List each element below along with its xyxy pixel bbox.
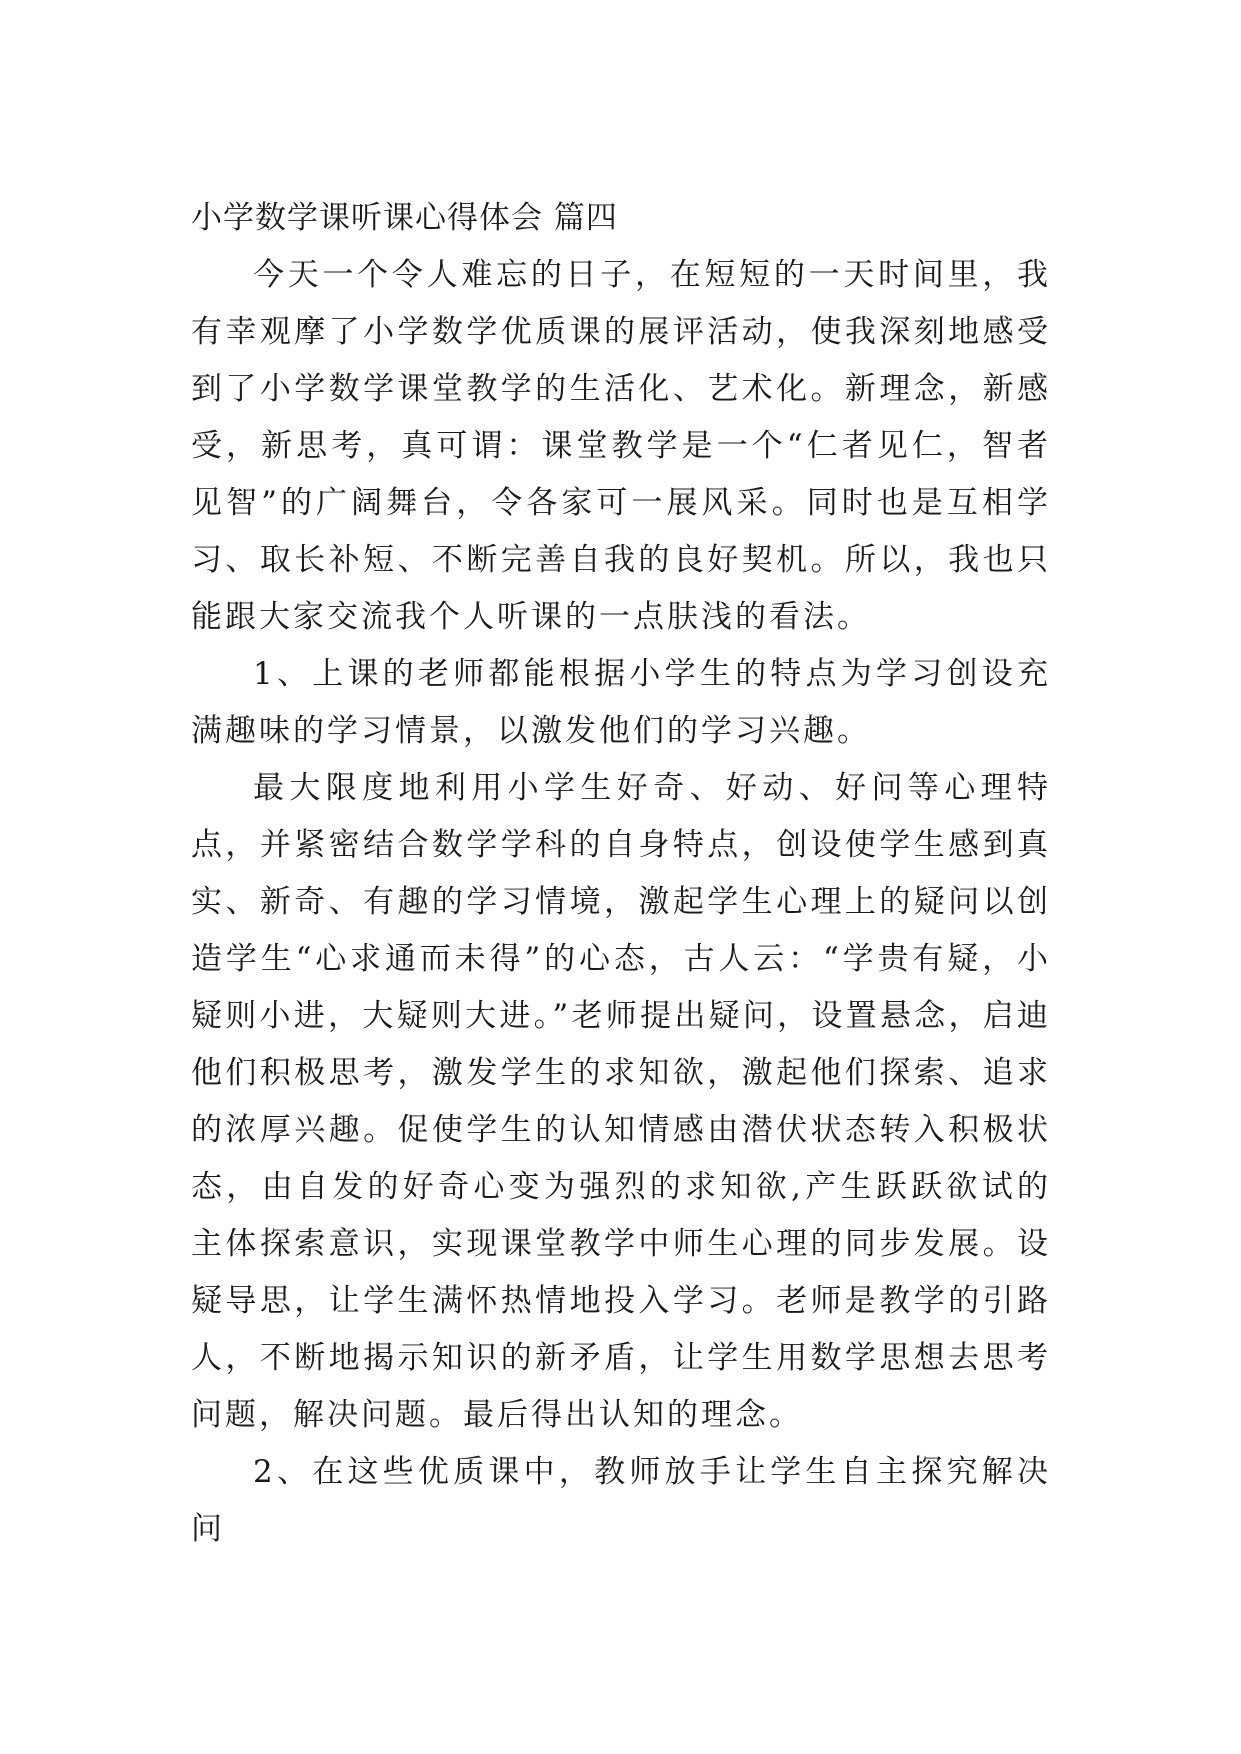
- paragraph-point-1-detail: 最大限度地利用小学生好奇、好动、好问等心理特点，并紧密结合数学学科的自身特点，创设使学生感到真实、新奇、有趣的学习情境，激起学生心理上的疑问以创造学生“心求通而未得”的心态，古人云：“学贵有疑，小疑则小进，大疑则大进。”老师提出疑问，设置悬念，启迪他们积极思考，激发学生的求知欲，激起他们探索、追求的浓厚兴趣。促使学生的认知情感由潜伏状态转入积极状态，由自发的好奇心变为强烈的求知欲,产生跃跃欲试的主体探索意识，实现课堂教学中师生心理的同步发展。设疑导思，让学生满怀热情地投入学习。老师是教学的引路人，不断地揭示知识的新矛盾，让学生用数学思想去思考问题，解决问题。最后得出认知的理念。: [191, 770, 1051, 1433]
- paragraph-point-2: 2、在这些优质课中，教师放手让学生自主探究解决问: [191, 1454, 1051, 1547]
- document-body: [191, 190, 1051, 1558]
- paragraph-point-1: 1、上课的老师都能根据小学生的特点为学习创设充满趣味的学习情景，以激发他们的学习兴趣。: [191, 656, 1051, 749]
- paragraph-intro: 今天一个令人难忘的日子，在短短的一天时间里，我有幸观摩了小学数学优质课的展评活动，使我深刻地感受到了小学数学课堂教学的生活化、艺术化。新理念，新感受，新思考，真可谓：课堂教学是一个“仁者见仁，智者见智”的广阔舞台，令各家可一展风采。同时也是互相学习、取长补短、不断完善自我的良好契机。所以，我也只能跟大家交流我个人听课的一点肤浅的看法。: [191, 257, 1051, 635]
- document-title: 小学数学课听课心得体会 篇四: [191, 200, 618, 236]
